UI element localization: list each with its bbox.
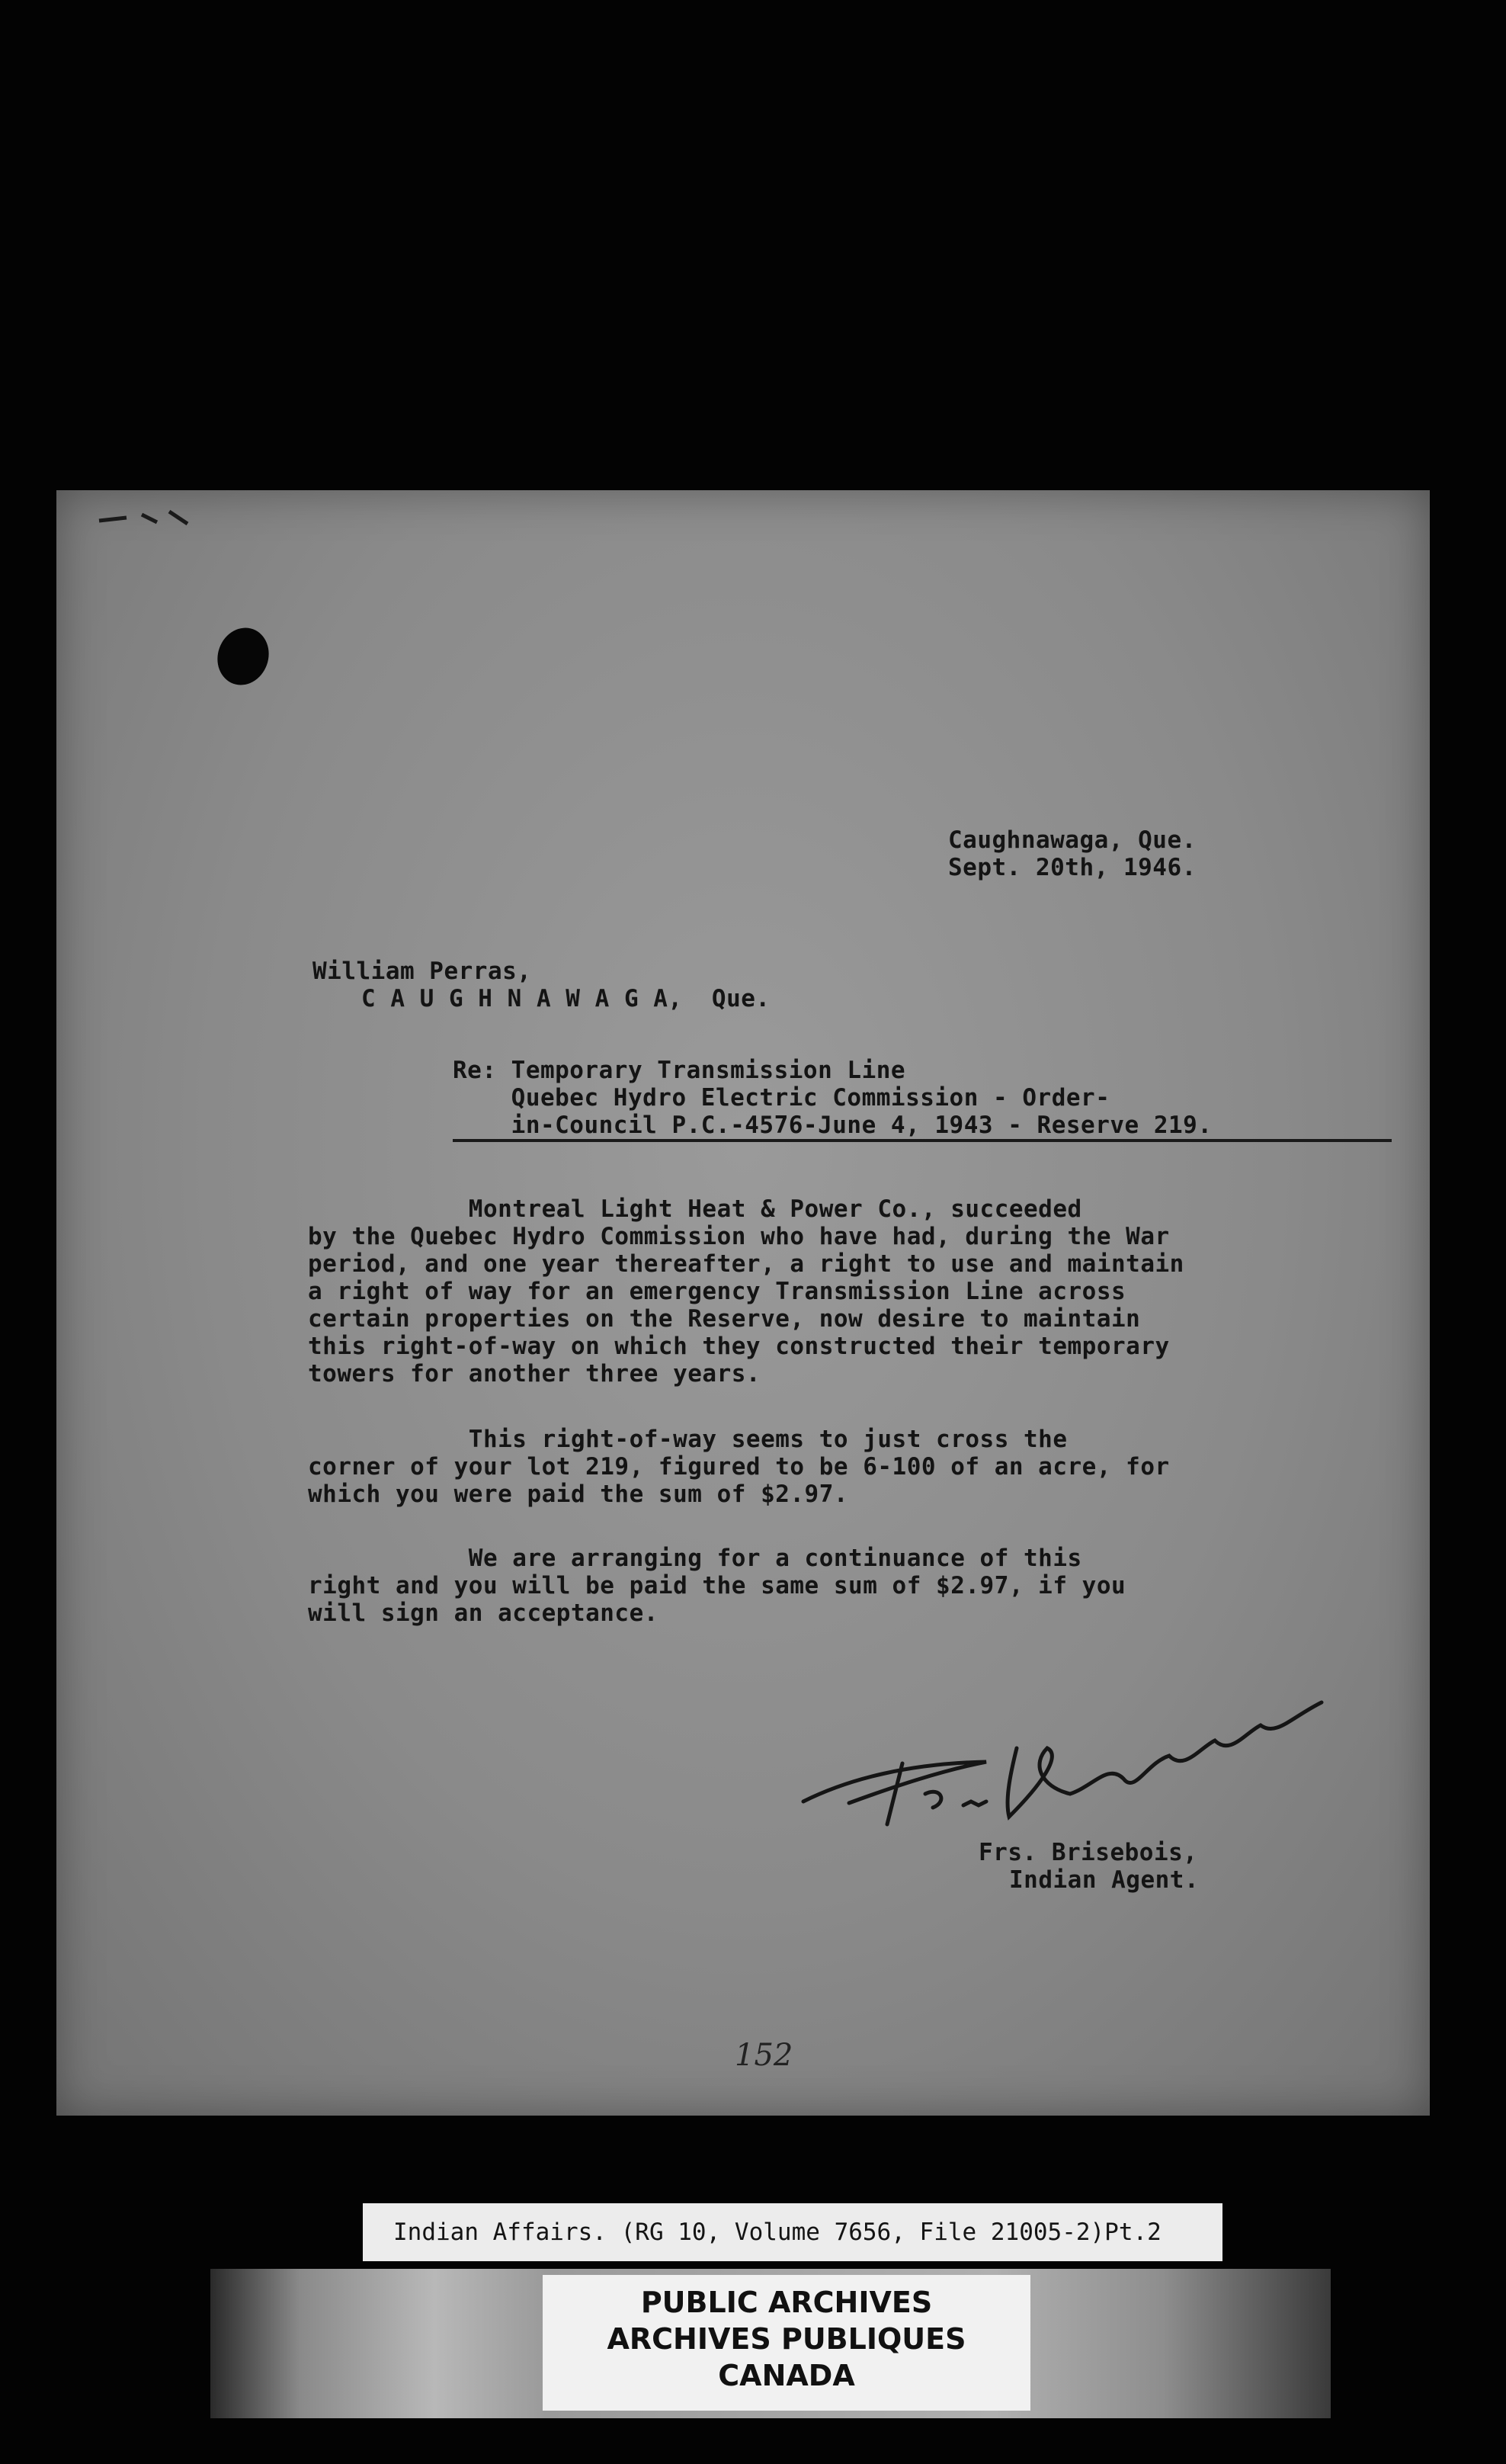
body-p1-line-7: towers for another three years. — [308, 1360, 761, 1388]
letter-date: Sept. 20th, 1946. — [948, 854, 1197, 881]
subject-block — [453, 1054, 1213, 1150]
body-p3-line-2: right and you will be paid the same sum of $2.97, if you — [308, 1572, 1126, 1599]
punch-hole — [210, 621, 277, 692]
body-p2-line-1: This right-of-way seems to just cross the — [308, 1426, 1068, 1453]
body-p1-line-3: period, and one year thereafter, a right to use and maintain — [308, 1250, 1184, 1278]
subject-line-2: Quebec Hydro Electric Commission - Order- — [453, 1084, 1110, 1112]
letter-place: Caughnawaga, Que. — [948, 826, 1197, 854]
body-p2-line-3: which you were paid the sum of $2.97. — [308, 1481, 849, 1508]
archive-reference-label: Indian Affairs. (RG 10, Volume 7656, File 21005-2)Pt.2 — [363, 2203, 1222, 2261]
subject-line-1: Re: Temporary Transmission Line — [453, 1057, 906, 1084]
stamp-line-2: ARCHIVES PUBLIQUES — [607, 2322, 966, 2356]
archive-stamp — [543, 2275, 1030, 2411]
body-p1-line-5: certain properties on the Reserve, now desire to maintain — [308, 1305, 1141, 1333]
letter-page — [56, 490, 1430, 2116]
page-number: 152 — [735, 2038, 793, 2073]
recipient-place: C A U G H N A W A G A, Que. — [361, 985, 771, 1012]
stamp-line-1: PUBLIC ARCHIVES — [640, 2286, 933, 2319]
recipient-name: William Perras, — [312, 958, 532, 985]
signatory-name: Frs. Brisebois, — [979, 1839, 1198, 1866]
subject-line-3: in-Council P.C.-4576-June 4, 1943 - Reserve 219. — [453, 1112, 1213, 1139]
body-p1-line-6: this right-of-way on which they constructed their temporary — [308, 1333, 1170, 1360]
body-p3-line-1: We are arranging for a continuance of this — [308, 1545, 1082, 1572]
subject-underline — [453, 1139, 1392, 1142]
body-p2-line-2: corner of your lot 219, figured to be 6-100 of an acre, for — [308, 1453, 1170, 1481]
body-p1-line-2: by the Quebec Hydro Commission who have had, during the War — [308, 1223, 1170, 1250]
signatory-title: Indian Agent. — [1009, 1866, 1200, 1894]
body-p1-line-4: a right of way for an emergency Transmission Line across — [308, 1278, 1126, 1305]
stamp-line-3: CANADA — [718, 2359, 855, 2392]
body-p1-line-1: Montreal Light Heat & Power Co., succeeded — [308, 1195, 1082, 1223]
corner-mark — [96, 509, 195, 528]
body-p3-line-3: will sign an acceptance. — [308, 1599, 658, 1627]
